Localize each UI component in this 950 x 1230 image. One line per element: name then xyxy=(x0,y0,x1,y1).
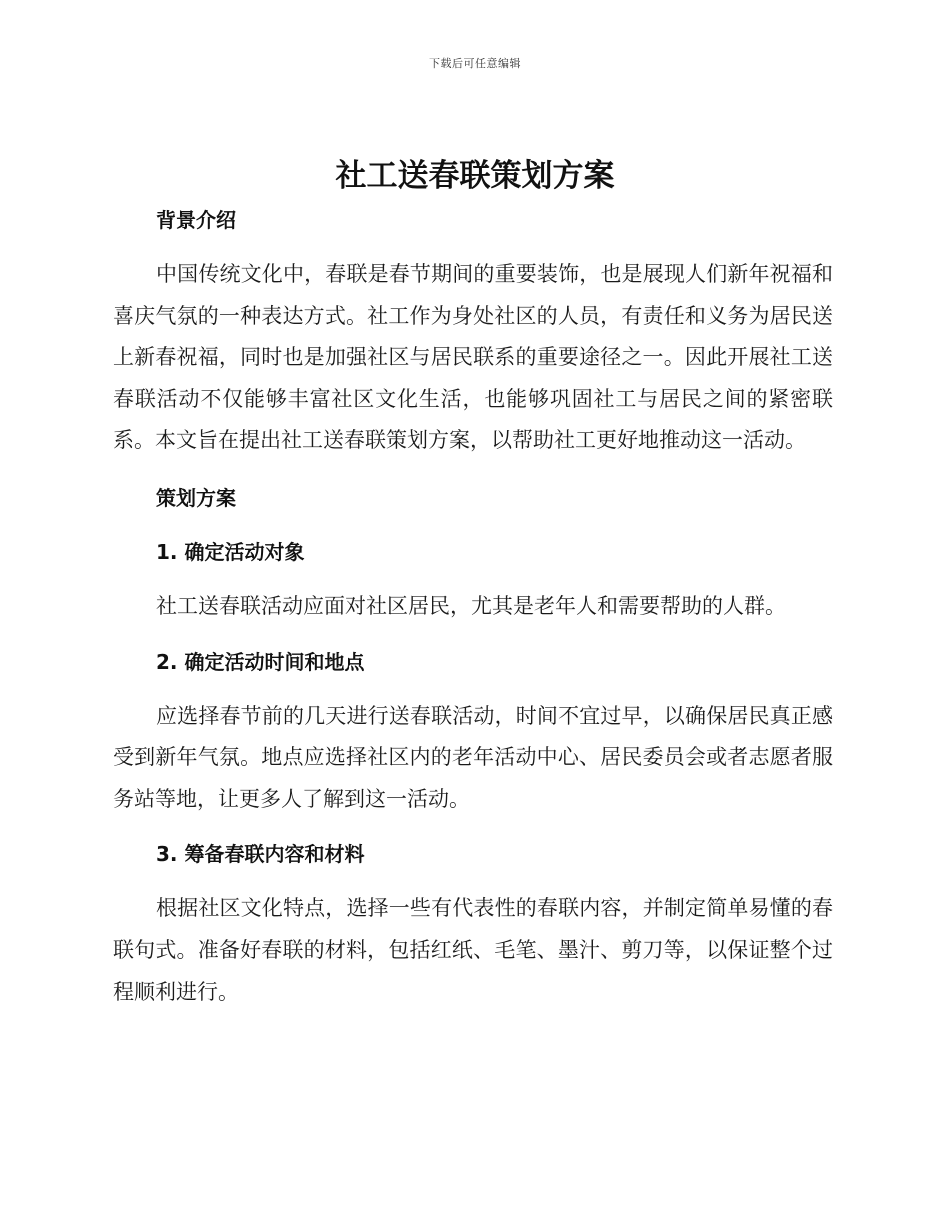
section-heading-plan: 策划方案 xyxy=(156,485,236,510)
subsection-heading-2: 2. 确定活动时间和地点 xyxy=(156,649,365,674)
document-title: 社工送春联策划方案 xyxy=(335,158,615,194)
subsection-heading-3: 3. 筹备春联内容和材料 xyxy=(156,842,365,867)
subsection-paragraph-2: 应选择春节前的几天进行送春联活动，时间不宜过早，以确保居民真正感受到新年气氛。地点应选择社区内的老年活动中心、居民委员会或者志愿者服务站等地，让更多人了解到这一活动。 xyxy=(113,703,833,811)
background-paragraph: 中国传统文化中，春联是春节期间的重要装饰，也是展现人们新年祝福和喜庆气氛的一种表达方式。社工作为身处社区的人员，有责任和义务为居民送上新春祝福，同时也是加强社区与居民联系的重要途径之一。因此开展社工送春联活动不仅能够丰富社区文化生活，也能够巩固社工与居民之间的紧密联系。本文旨在提出社工送春联策划方案，以帮助社工更好地推动这一活动。 xyxy=(113,262,833,453)
section-heading-background: 背景介绍 xyxy=(156,208,236,232)
subsection-heading-1: 1. 确定活动对象 xyxy=(156,539,305,564)
subsection-paragraph-3: 根据社区文化特点，选择一些有代表性的春联内容，并制定简单易懂的春联句式。准备好春联的材料，包括红纸、毛笔、墨汁、剪刀等，以保证整个过程顺利进行。 xyxy=(113,896,833,1004)
subsection-paragraph-1: 社工送春联活动应面对社区居民，尤其是老年人和需要帮助的人群。 xyxy=(156,593,786,618)
document-body xyxy=(113,200,833,1013)
header-note: 下载后可任意编辑 xyxy=(429,57,521,70)
